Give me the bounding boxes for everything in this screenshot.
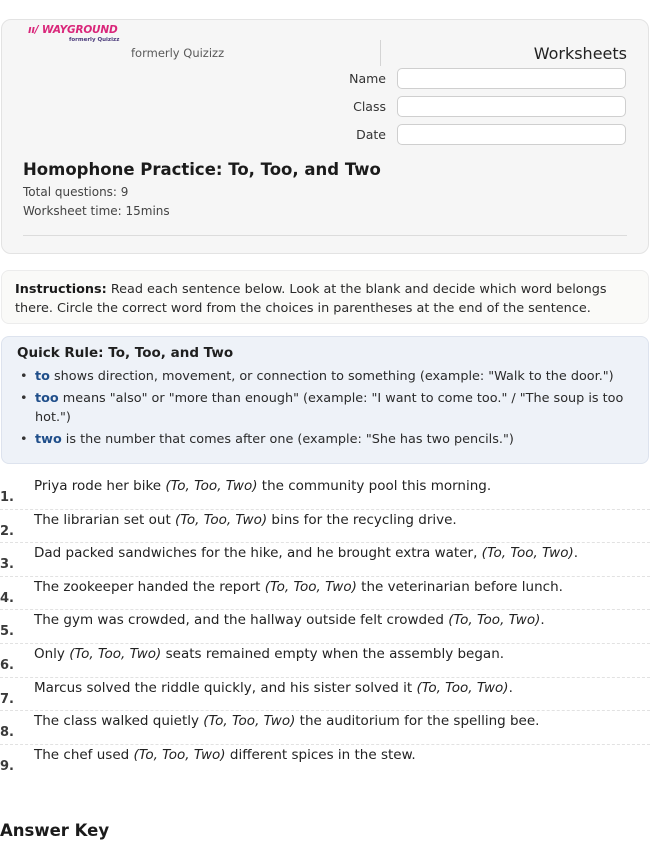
question-number: 4. xyxy=(0,590,14,606)
question-row xyxy=(0,577,650,611)
question-row xyxy=(0,610,650,644)
date-field-row xyxy=(340,124,630,146)
rule-item-two xyxy=(17,430,633,449)
date-field[interactable] xyxy=(397,124,626,145)
question-row xyxy=(0,745,650,779)
name-label: Name xyxy=(349,71,386,86)
answer-choices[interactable]: (To, Too, Two) xyxy=(165,478,258,494)
quick-rule-list xyxy=(17,367,633,449)
name-field-row xyxy=(340,68,630,90)
rule-text: shows direction, movement, or connection to something (example: "Walk to the door.") xyxy=(49,369,614,384)
question-text: The chef used (To, Too, Two) different spices in the stew. xyxy=(34,746,416,763)
answer-choices[interactable]: (To, Too, Two) xyxy=(203,713,296,730)
header-divider xyxy=(380,40,381,66)
question-text: The gym was crowded, and the hallway outside felt crowded (To, Too, Two). xyxy=(34,612,545,629)
wayground-logo xyxy=(28,24,120,46)
formerly-label: formerly Quizizz xyxy=(131,46,225,60)
question-text: Marcus solved the riddle quickly, and his sister solved it (To, Too, Two). xyxy=(34,679,513,696)
rule-item-to xyxy=(17,367,633,386)
worksheet-time: Worksheet time: 15mins xyxy=(23,204,170,218)
question-text: The class walked quietly (To, Too, Two) the auditorium for the spelling bee. xyxy=(34,713,540,730)
question-text: Dad packed sandwiches for the hike, and he brought extra water, (To, Too, Two). xyxy=(34,545,579,562)
worksheets-label: Worksheets xyxy=(533,44,627,63)
question-text: Only (To, Too, Two) seats remained empty when the assembly began. xyxy=(34,646,505,662)
question-text: Priya rode her bike (To, Too, Two) the community pool this morning. xyxy=(34,478,492,494)
answer-choices[interactable]: (To, Too, Two) xyxy=(175,511,268,528)
quick-rule-box xyxy=(1,336,649,464)
answer-choices[interactable]: (To, Too, Two) xyxy=(416,679,509,696)
rule-word: to xyxy=(35,369,50,384)
worksheet-title: Homophone Practice: To, Too, and Two xyxy=(23,160,381,179)
question-number: 3. xyxy=(0,557,14,573)
instructions-label: Instructions: xyxy=(15,282,107,297)
answer-choices[interactable]: (To, Too, Two) xyxy=(69,646,162,662)
quick-rule-title: Quick Rule: To, Too, and Two xyxy=(17,345,234,361)
class-field-row xyxy=(340,96,630,118)
rule-word: two xyxy=(35,432,62,447)
question-text: The librarian set out (To, Too, Two) bins for the recycling drive. xyxy=(34,511,457,528)
question-number: 6. xyxy=(0,658,14,673)
answer-choices[interactable]: (To, Too, Two) xyxy=(448,612,541,629)
question-row xyxy=(0,476,650,510)
name-field[interactable] xyxy=(397,68,626,89)
question-row xyxy=(0,543,650,577)
answer-choices[interactable]: (To, Too, Two) xyxy=(133,746,226,763)
header-rule xyxy=(23,235,627,236)
answer-choices[interactable]: (To, Too, Two) xyxy=(264,578,357,595)
logo-subtext: formerly Quizizz xyxy=(69,37,120,43)
rule-item-too xyxy=(17,389,633,427)
class-label: Class xyxy=(353,99,386,114)
question-row xyxy=(0,644,650,678)
answer-key-heading: Answer Key xyxy=(0,821,110,840)
rule-text: is the number that comes after one (example: "She has two pencils.") xyxy=(61,432,514,447)
question-number: 5. xyxy=(0,624,14,640)
question-number: 8. xyxy=(0,725,14,741)
question-number: 2. xyxy=(0,523,14,539)
question-number: 7. xyxy=(0,691,14,707)
question-number: 1. xyxy=(0,490,14,505)
date-label: Date xyxy=(356,127,386,142)
question-row xyxy=(0,678,650,712)
answer-choices[interactable]: (To, Too, Two) xyxy=(481,545,574,562)
logo-wordmark: ıı/ WAYGROUND xyxy=(28,24,118,36)
question-row xyxy=(0,711,650,745)
class-field[interactable] xyxy=(397,96,626,117)
rule-text: means "also" or "more than enough" (example: "I want to come too." / "The soup is too hot.") xyxy=(35,391,624,425)
rule-word: too xyxy=(35,391,59,406)
question-text: The zookeeper handed the report (To, Too, Two) the veterinarian before lunch. xyxy=(34,578,563,595)
total-questions: Total questions: 9 xyxy=(23,185,129,199)
instructions-text: Read each sentence below. Look at the blank and decide which word belongs there. Circle the correct word from the choices in parentheses at the end of the sentence. xyxy=(15,282,607,316)
question-row xyxy=(0,510,650,544)
instructions-box xyxy=(1,270,649,324)
question-number: 9. xyxy=(0,758,14,774)
